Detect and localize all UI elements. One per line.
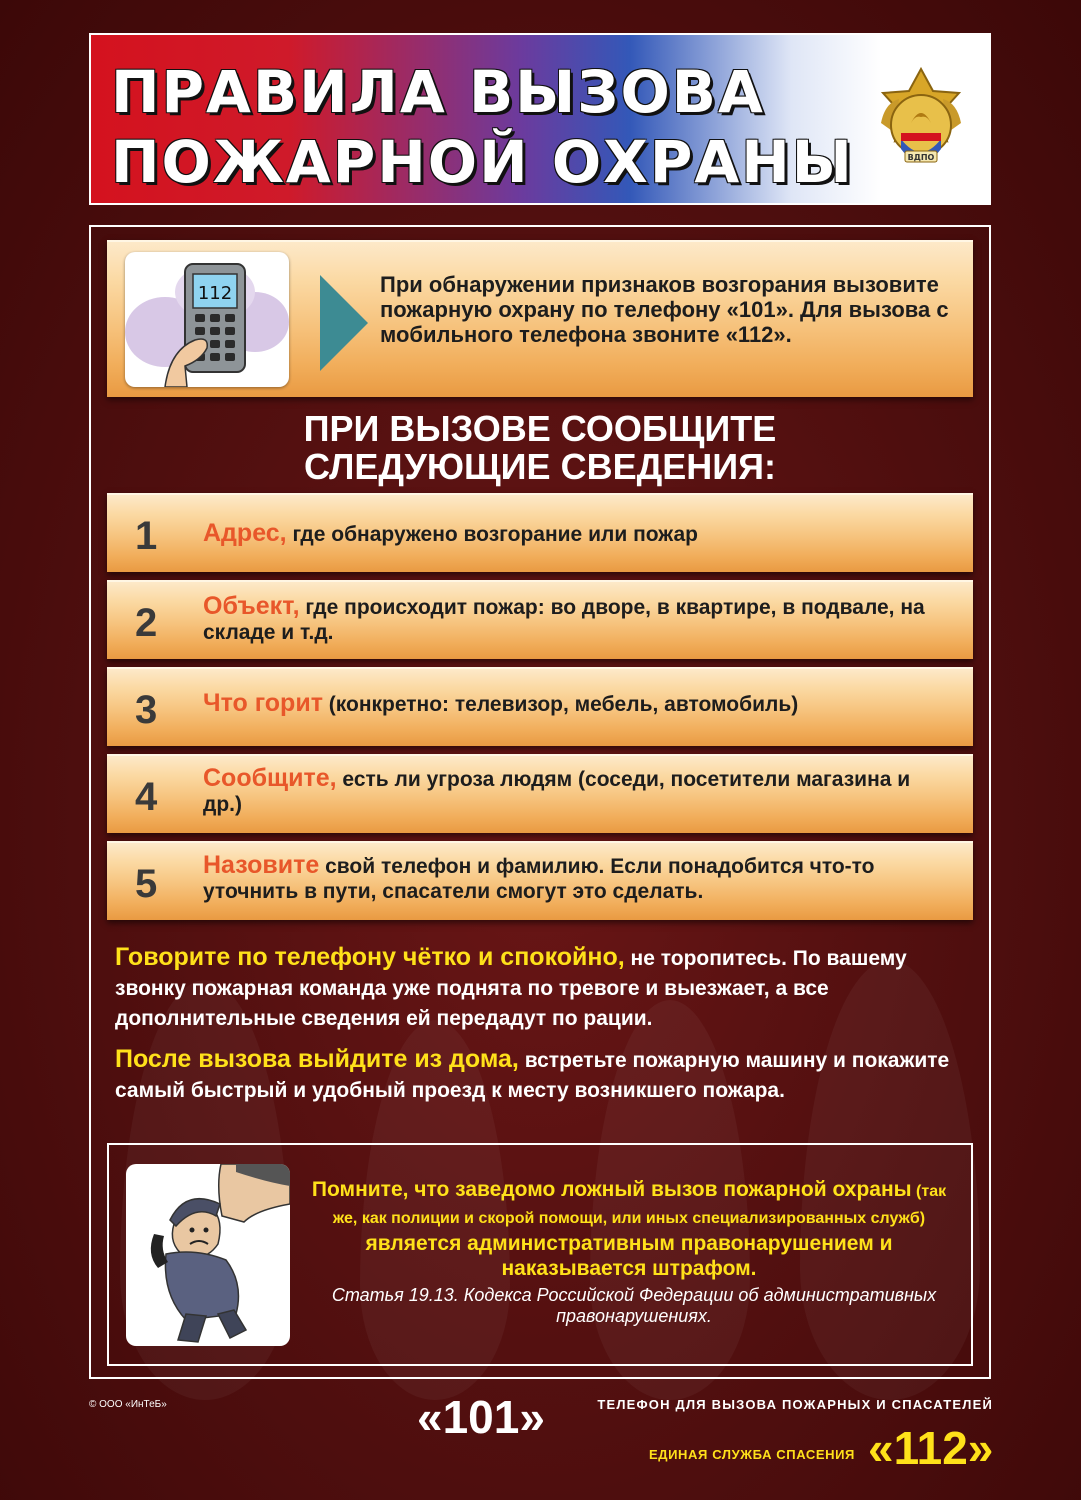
title-line-2: ПОЖАРНОЙ ОХРАНЫ bbox=[111, 128, 854, 196]
advice-key: После вызова выйдите из дома, bbox=[115, 1045, 519, 1073]
step-number: 1 bbox=[135, 514, 158, 558]
fire-phone-caption: ТЕЛЕФОН ДЛЯ ВЫЗОВА ПОЖАРНЫХ И СПАСАТЕЛЕЙ bbox=[597, 1397, 993, 1412]
step-text bbox=[203, 853, 953, 904]
page-title bbox=[111, 57, 854, 197]
advice-paragraph bbox=[115, 1044, 965, 1106]
warning-part-3: является административным правонарушением и наказывается штрафом. bbox=[365, 1232, 893, 1280]
phone-illustration bbox=[125, 252, 289, 387]
step-text bbox=[203, 594, 953, 645]
title-line-1: ПРАВИЛА ВЫЗОВА bbox=[111, 58, 765, 126]
phone-display: 112 bbox=[197, 283, 233, 304]
step-number: 4 bbox=[135, 775, 158, 819]
vdpo-emblem-icon bbox=[871, 63, 971, 183]
copyright: © ООО «ИнТеБ» bbox=[89, 1399, 167, 1410]
warning-box bbox=[107, 1143, 973, 1366]
step-number: 2 bbox=[135, 601, 158, 645]
step-key: Сообщите, bbox=[203, 764, 337, 792]
step-detail: есть ли угроза людям (соседи, посетители магазина и др.) bbox=[203, 768, 911, 816]
fire-phone-number: «101» bbox=[417, 1391, 545, 1443]
rescue-phone-number: «112» bbox=[868, 1422, 994, 1474]
warning-part-1: Помните, что заведомо ложный вызов пожарной охраны bbox=[311, 1178, 912, 1201]
step-text bbox=[203, 521, 953, 547]
step-number: 5 bbox=[135, 862, 158, 906]
false-call-illustration bbox=[126, 1164, 290, 1346]
mobile-phone-icon bbox=[125, 252, 289, 387]
step-key: Адрес, bbox=[203, 519, 287, 547]
step-item bbox=[107, 667, 973, 746]
warning-text bbox=[304, 1177, 954, 1281]
step-item bbox=[107, 493, 973, 572]
step-detail: свой телефон и фамилию. Если понадобится что-то уточнить в пути, спасатели смогут это сделать. bbox=[203, 855, 875, 903]
step-text bbox=[203, 691, 953, 717]
arrow-right-icon bbox=[320, 275, 368, 371]
rescue-service-caption: ЕДИНАЯ СЛУЖБА СПАСЕНИЯ bbox=[648, 1447, 855, 1462]
intro-text: При обнаружении признаков возгорания вызовите пожарную охрану по телефону «101». Для вызова с мобильного телефона звоните «112». bbox=[380, 272, 949, 347]
step-detail: где обнаружено возгорание или пожар bbox=[286, 523, 698, 546]
step-detail: (конкретно: телевизор, мебель, автомобиль) bbox=[322, 693, 799, 716]
step-number: 3 bbox=[135, 688, 158, 732]
section-heading-line-1: ПРИ ВЫЗОВЕ СООБЩИТЕ bbox=[303, 408, 777, 449]
header-banner bbox=[89, 33, 991, 205]
advice-detail: встретьте пожарную машину и покажите самый быстрый и удобный проезд к месту возникшего пожара. bbox=[115, 1049, 950, 1102]
step-item bbox=[107, 580, 973, 659]
section-heading-line-2: СЛЕДУЮЩИЕ СВЕДЕНИЯ: bbox=[304, 446, 776, 487]
advice-paragraph bbox=[115, 942, 965, 1034]
step-item bbox=[107, 754, 973, 833]
step-key: Что горит bbox=[203, 689, 323, 717]
advice-key: Говорите по телефону чётко и спокойно, bbox=[115, 943, 625, 971]
caught-caller-icon bbox=[126, 1164, 290, 1346]
warning-part-2: (так же, как полиции и скорой помощи, или иных специализированных служб) bbox=[332, 1183, 947, 1227]
advice-detail: не торопитесь. По вашему звонку пожарная команда уже поднята по тревоге и выезжает, а все дополнительные сведения ей передадут по рации. bbox=[115, 947, 907, 1030]
law-reference: Статья 19.13. Кодекса Российской Федерации об административных правонарушениях. bbox=[331, 1285, 937, 1326]
intro-card bbox=[107, 240, 973, 397]
emblem-text: ВДПО bbox=[907, 153, 935, 162]
step-detail: где происходит пожар: во дворе, в квартире, в подвале, на складе и т.д. bbox=[203, 596, 925, 644]
step-key: Назовите bbox=[203, 851, 320, 879]
step-key: Объект, bbox=[203, 592, 300, 620]
step-text bbox=[203, 766, 953, 817]
section-heading bbox=[107, 410, 973, 486]
step-item bbox=[107, 841, 973, 920]
